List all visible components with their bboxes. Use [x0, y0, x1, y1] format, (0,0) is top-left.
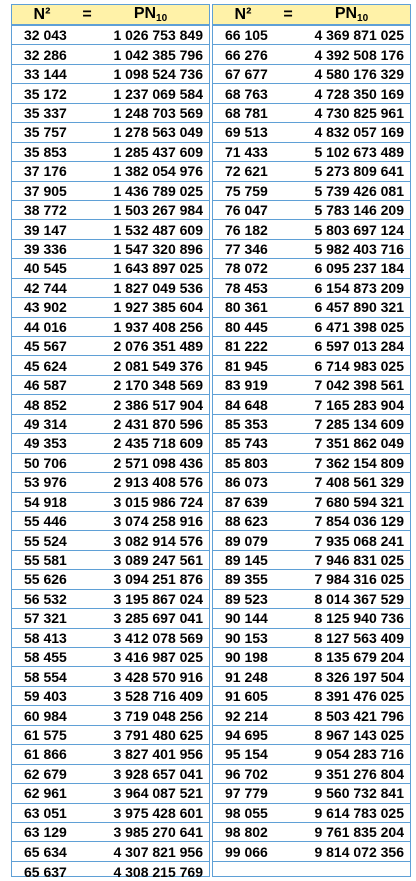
root-value: 80 361 [225, 299, 268, 316]
square-value: 2 435 718 609 [113, 435, 203, 452]
header-equals: = [283, 5, 293, 23]
square-value: 7 351 862 049 [314, 435, 404, 452]
square-value: 3 074 258 916 [113, 513, 203, 530]
root-value: 78 072 [225, 260, 268, 277]
root-value: 94 695 [225, 726, 268, 743]
table-row [213, 512, 410, 531]
square-value: 4 369 871 025 [314, 27, 404, 44]
table-row [213, 201, 410, 220]
root-value: 55 446 [24, 513, 67, 530]
root-value: 56 532 [24, 590, 67, 607]
square-value: 1 382 054 976 [113, 163, 203, 180]
table-row [213, 804, 410, 823]
square-value: 3 528 716 409 [113, 688, 203, 705]
square-value: 5 783 146 209 [314, 202, 404, 219]
table-row [213, 687, 410, 706]
root-value: 49 314 [24, 415, 67, 432]
square-value: 6 154 873 209 [314, 279, 404, 296]
square-value: 2 076 351 489 [113, 338, 203, 355]
square-value: 5 982 403 716 [314, 241, 404, 258]
square-value: 5 803 697 124 [314, 221, 404, 238]
square-value: 2 386 517 904 [113, 396, 203, 413]
table-row [213, 415, 410, 434]
root-value: 89 355 [225, 571, 268, 588]
root-value: 72 621 [225, 163, 268, 180]
root-value: 66 105 [225, 27, 268, 44]
rows-left [12, 26, 209, 881]
root-value: 50 706 [24, 454, 67, 471]
root-value: 55 626 [24, 571, 67, 588]
root-value: 95 154 [225, 746, 268, 763]
table-row [12, 648, 209, 667]
table-row [213, 842, 410, 861]
root-value: 35 853 [24, 143, 67, 160]
square-value: 1 042 385 796 [113, 46, 203, 63]
root-value: 61 575 [24, 726, 67, 743]
root-value: 39 147 [24, 221, 67, 238]
table-row [12, 629, 209, 648]
square-value: 8 503 421 796 [314, 707, 404, 724]
table-row [213, 745, 410, 764]
root-value: 98 055 [225, 804, 268, 821]
root-value: 44 016 [24, 318, 67, 335]
square-value: 4 832 057 169 [314, 124, 404, 141]
square-value: 4 307 821 956 [113, 843, 203, 860]
table-row [12, 804, 209, 823]
square-value: 3 416 987 025 [113, 649, 203, 666]
table-row [213, 104, 410, 123]
root-value: 40 545 [24, 260, 67, 277]
square-value: 1 026 753 849 [113, 27, 203, 44]
table-row [12, 123, 209, 142]
square-value: 9 614 783 025 [314, 804, 404, 821]
square-value: 3 082 914 576 [113, 532, 203, 549]
root-value: 91 248 [225, 668, 268, 685]
root-value: 32 286 [24, 46, 67, 63]
root-value: 83 919 [225, 377, 268, 394]
square-value: 7 680 594 321 [314, 493, 404, 510]
square-value: 4 730 825 961 [314, 104, 404, 121]
square-value: 3 428 570 916 [113, 668, 203, 685]
table-row [213, 26, 410, 45]
table-row [213, 609, 410, 628]
header-pn-text: PN [133, 5, 157, 22]
table-row [12, 240, 209, 259]
square-value: 1 278 563 049 [113, 124, 203, 141]
root-value: 63 129 [24, 824, 67, 841]
table-row [12, 842, 209, 861]
table-row [12, 765, 209, 784]
square-value: 8 135 679 204 [314, 649, 404, 666]
root-value: 88 623 [225, 513, 268, 530]
square-value: 6 095 237 184 [314, 260, 404, 277]
square-value: 3 089 247 561 [113, 552, 203, 569]
table-row [213, 298, 410, 317]
square-value: 5 739 426 081 [314, 182, 404, 199]
header-n-squared: N² [234, 5, 252, 23]
root-value: 67 677 [225, 66, 268, 83]
header-pn10 [303, 5, 410, 24]
square-value: 3 985 270 641 [113, 824, 203, 841]
table-row [12, 26, 209, 45]
square-value: 9 054 283 716 [314, 746, 404, 763]
square-value: 1 927 385 604 [113, 299, 203, 316]
square-value: 9 761 835 204 [314, 824, 404, 841]
root-value: 60 984 [24, 707, 67, 724]
table-row [213, 473, 410, 492]
square-value: 3 719 048 256 [113, 707, 203, 724]
root-value: 49 353 [24, 435, 67, 452]
square-value: 6 714 983 025 [314, 357, 404, 374]
root-value: 89 079 [225, 532, 268, 549]
root-value: 90 153 [225, 629, 268, 646]
square-value: 1 248 703 569 [113, 104, 203, 121]
root-value: 37 905 [24, 182, 67, 199]
table-row [213, 434, 410, 453]
root-value: 35 757 [24, 124, 67, 141]
square-value: 1 237 069 584 [113, 85, 203, 102]
table-row [12, 570, 209, 589]
root-value: 92 214 [225, 707, 268, 724]
root-value: 33 144 [24, 66, 67, 83]
root-value: 62 961 [24, 785, 67, 802]
header-pn10 [102, 5, 209, 24]
root-value: 86 073 [225, 474, 268, 491]
root-value: 58 413 [24, 629, 67, 646]
square-value: 1 547 320 896 [113, 241, 203, 258]
table-row [213, 45, 410, 64]
table-row [213, 395, 410, 414]
root-value: 45 567 [24, 338, 67, 355]
root-value: 98 802 [225, 824, 268, 841]
root-value: 76 047 [225, 202, 268, 219]
root-value: 99 066 [225, 843, 268, 860]
squares-table [11, 4, 411, 880]
square-value: 8 127 563 409 [314, 629, 404, 646]
root-value: 55 524 [24, 532, 67, 549]
root-value: 87 639 [225, 493, 268, 510]
root-value: 96 702 [225, 765, 268, 782]
table-row [12, 823, 209, 842]
header-n-squared: N² [33, 5, 51, 23]
column-header [213, 5, 410, 26]
table-column-right [212, 4, 411, 877]
root-value: 59 403 [24, 688, 67, 705]
table-row [12, 376, 209, 395]
root-value: 54 918 [24, 493, 67, 510]
root-value: 58 455 [24, 649, 67, 666]
table-row [213, 551, 410, 570]
root-value: 61 866 [24, 746, 67, 763]
table-row [12, 104, 209, 123]
root-value: 42 744 [24, 279, 67, 296]
square-value: 7 854 036 129 [314, 513, 404, 530]
square-value: 5 102 673 489 [314, 143, 404, 160]
table-row [12, 493, 209, 512]
square-value: 6 471 398 025 [314, 318, 404, 335]
table-row [12, 84, 209, 103]
root-value: 32 043 [24, 27, 67, 44]
table-row [213, 493, 410, 512]
table-row [12, 182, 209, 201]
root-value: 39 336 [24, 241, 67, 258]
header-pn-subscript: 10 [156, 13, 168, 24]
square-value: 1 643 897 025 [113, 260, 203, 277]
table-row [213, 240, 410, 259]
square-value: 7 935 068 241 [314, 532, 404, 549]
table-row [12, 259, 209, 278]
table-row [12, 45, 209, 64]
table-row [213, 337, 410, 356]
table-row [213, 648, 410, 667]
square-value: 9 814 072 356 [314, 843, 404, 860]
table-row [12, 473, 209, 492]
table-row [12, 143, 209, 162]
square-value: 2 913 408 576 [113, 474, 203, 491]
square-value: 3 827 401 956 [113, 746, 203, 763]
square-value: 4 580 176 329 [314, 66, 404, 83]
table-row [213, 823, 410, 842]
square-value: 7 285 134 609 [314, 415, 404, 432]
square-value: 3 964 087 521 [113, 785, 203, 802]
table-row [213, 784, 410, 803]
root-value: 43 902 [24, 299, 67, 316]
table-row [213, 667, 410, 686]
table-row [213, 123, 410, 142]
square-value: 8 967 143 025 [314, 726, 404, 743]
square-value: 1 503 267 984 [113, 202, 203, 219]
root-value: 46 587 [24, 377, 67, 394]
header-pn-subscript: 10 [357, 13, 369, 24]
square-value: 3 928 657 041 [113, 765, 203, 782]
table-row [12, 454, 209, 473]
square-value: 7 408 561 329 [314, 474, 404, 491]
square-value: 3 195 867 024 [113, 590, 203, 607]
square-value: 3 015 986 724 [113, 493, 203, 510]
square-value: 7 362 154 809 [314, 454, 404, 471]
root-value: 89 145 [225, 552, 268, 569]
square-value: 2 571 098 436 [113, 454, 203, 471]
root-value: 89 523 [225, 590, 268, 607]
square-value: 9 560 732 841 [314, 785, 404, 802]
table-row [12, 434, 209, 453]
square-value: 7 984 316 025 [314, 571, 404, 588]
square-value: 8 014 367 529 [314, 590, 404, 607]
table-row [12, 590, 209, 609]
square-value: 2 170 348 569 [113, 377, 203, 394]
table-row [213, 570, 410, 589]
root-value: 80 445 [225, 318, 268, 335]
square-value: 1 285 437 609 [113, 143, 203, 160]
root-value: 55 581 [24, 552, 67, 569]
root-value: 68 781 [225, 104, 268, 121]
table-row [12, 784, 209, 803]
root-value: 37 176 [24, 163, 67, 180]
table-row [12, 512, 209, 531]
table-column-left [11, 4, 210, 880]
table-row [213, 590, 410, 609]
root-value: 63 051 [24, 804, 67, 821]
table-row [213, 726, 410, 745]
root-value: 75 759 [225, 182, 268, 199]
table-row [12, 415, 209, 434]
root-value: 66 276 [225, 46, 268, 63]
root-value: 57 321 [24, 610, 67, 627]
header-equals: = [82, 5, 92, 23]
table-row [213, 862, 410, 881]
root-value: 77 346 [225, 241, 268, 258]
table-row [12, 395, 209, 414]
square-value: 7 946 831 025 [314, 552, 404, 569]
square-value: 5 273 809 641 [314, 163, 404, 180]
root-value: 35 337 [24, 104, 67, 121]
table-row [12, 609, 209, 628]
table-row [213, 182, 410, 201]
square-value: 8 326 197 504 [314, 668, 404, 685]
table-row [12, 687, 209, 706]
root-value: 97 779 [225, 785, 268, 802]
root-value: 68 763 [225, 85, 268, 102]
table-row [213, 706, 410, 725]
rows-right [213, 26, 410, 881]
square-value: 4 728 350 169 [314, 85, 404, 102]
table-row [213, 84, 410, 103]
table-row [12, 551, 209, 570]
square-value: 8 391 476 025 [314, 688, 404, 705]
root-value: 71 433 [225, 143, 268, 160]
square-value: 1 436 789 025 [113, 182, 203, 199]
table-row [12, 862, 209, 881]
table-row [213, 629, 410, 648]
table-row [12, 318, 209, 337]
root-value: 69 513 [225, 124, 268, 141]
root-value: 45 624 [24, 357, 67, 374]
root-value: 58 554 [24, 668, 67, 685]
square-value: 1 098 524 736 [113, 66, 203, 83]
column-header [12, 5, 209, 26]
table-row [213, 356, 410, 375]
table-row [12, 745, 209, 764]
table-row [213, 376, 410, 395]
root-value: 53 976 [24, 474, 67, 491]
root-value: 35 172 [24, 85, 67, 102]
table-row [213, 259, 410, 278]
table-row [12, 220, 209, 239]
square-value: 8 125 940 736 [314, 610, 404, 627]
root-value: 81 945 [225, 357, 268, 374]
table-row [12, 65, 209, 84]
table-row [213, 220, 410, 239]
table-row [12, 298, 209, 317]
square-value: 9 351 276 804 [314, 765, 404, 782]
table-row [213, 279, 410, 298]
root-value: 62 679 [24, 765, 67, 782]
square-value: 7 042 398 561 [314, 377, 404, 394]
square-value: 4 392 508 176 [314, 46, 404, 63]
root-value: 90 144 [225, 610, 268, 627]
square-value: 6 457 890 321 [314, 299, 404, 316]
table-row [213, 318, 410, 337]
root-value: 81 222 [225, 338, 268, 355]
square-value: 2 431 870 596 [113, 415, 203, 432]
square-value: 7 165 283 904 [314, 396, 404, 413]
table-row [12, 356, 209, 375]
square-value: 3 791 480 625 [113, 726, 203, 743]
root-value: 76 182 [225, 221, 268, 238]
table-row [12, 162, 209, 181]
table-row [12, 667, 209, 686]
table-row [12, 279, 209, 298]
table-row [213, 531, 410, 550]
square-value: 3 094 251 876 [113, 571, 203, 588]
square-value: 3 285 697 041 [113, 610, 203, 627]
root-value: 90 198 [225, 649, 268, 666]
square-value: 1 532 487 609 [113, 221, 203, 238]
square-value: 4 308 215 769 [113, 863, 203, 880]
root-value: 84 648 [225, 396, 268, 413]
table-row [213, 143, 410, 162]
root-value: 91 605 [225, 688, 268, 705]
table-row [213, 765, 410, 784]
root-value: 85 353 [225, 415, 268, 432]
root-value: 65 634 [24, 843, 67, 860]
square-value: 2 081 549 376 [113, 357, 203, 374]
root-value: 48 852 [24, 396, 67, 413]
root-value: 78 453 [225, 279, 268, 296]
table-row [12, 531, 209, 550]
table-row [12, 706, 209, 725]
square-value: 3 412 078 569 [113, 629, 203, 646]
table-row [213, 65, 410, 84]
root-value: 65 637 [24, 863, 67, 880]
square-value: 6 597 013 284 [314, 338, 404, 355]
table-row [12, 726, 209, 745]
table-row [12, 201, 209, 220]
square-value: 1 937 408 256 [113, 318, 203, 335]
header-pn-text: PN [334, 5, 358, 22]
table-row [213, 162, 410, 181]
root-value: 38 772 [24, 202, 67, 219]
square-value: 1 827 049 536 [113, 279, 203, 296]
root-value: 85 743 [225, 435, 268, 452]
square-value: 3 975 428 601 [113, 804, 203, 821]
table-row [213, 454, 410, 473]
table-row [12, 337, 209, 356]
root-value: 85 803 [225, 454, 268, 471]
